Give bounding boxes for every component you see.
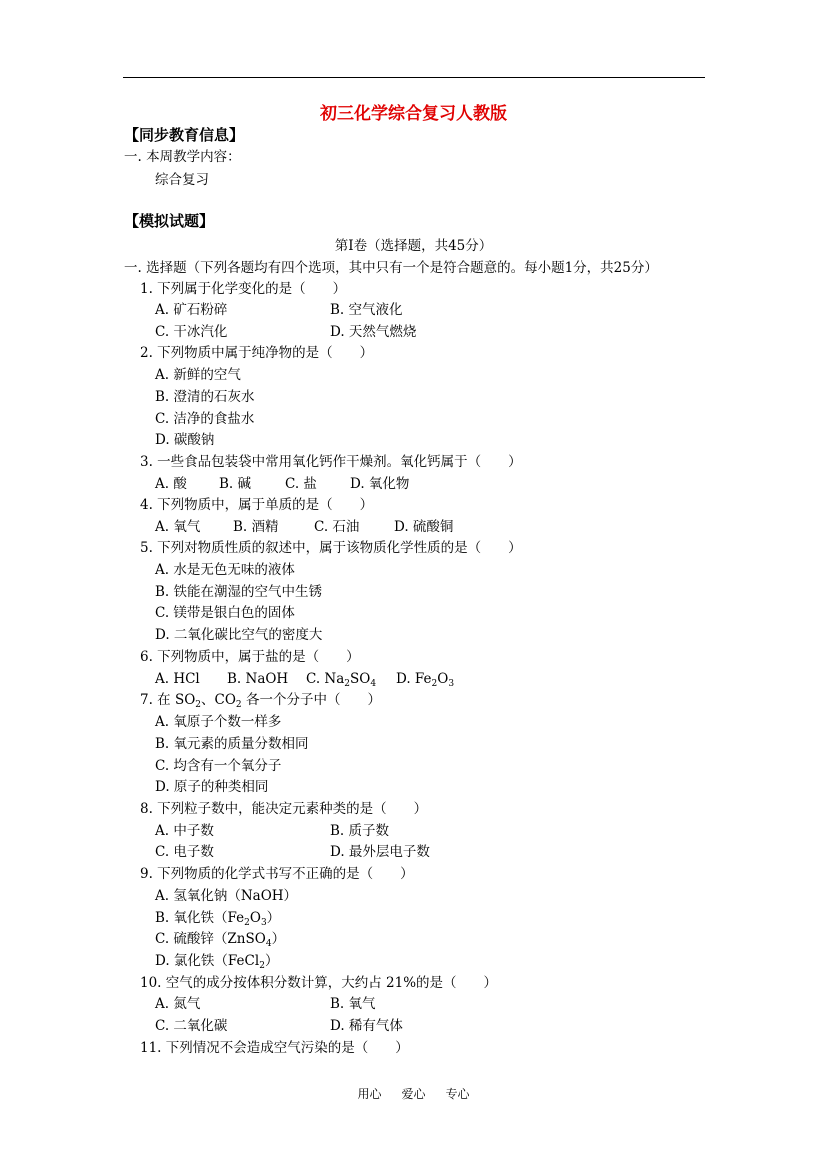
question-7-option-a: A. 氧原子个数一样多 [155,714,282,730]
question-10-option-b: B. 氧气 [330,996,376,1012]
question-5-option-a: A. 水是无色无味的液体 [155,562,295,578]
question-1-option-b: B. 空气液化 [330,302,403,318]
question-2-stem: 2. 下列物质中属于纯净物的是（ ） [140,345,374,361]
question-11-stem: 11. 下列情况不会造成空气污染的是（ ） [140,1040,409,1056]
page-footer [0,1084,827,1106]
question-5-option-d: D. 二氧化碳比空气的密度大 [155,627,323,643]
question-4-option-c: C. 石油 [314,519,360,535]
question-9-option-a: A. 氢氧化钠（NaOH） [155,888,298,904]
question-4-option-d: D. 硫酸铜 [394,519,454,535]
question-6-options [155,669,454,691]
question-8-option-a: A. 中子数 [155,823,214,839]
header-rule [123,77,705,78]
question-6-option-c: C. $Na_2SO_4$ [306,671,377,689]
question-5-stem: 5. 下列对物质性质的叙述中，属于该物质化学性质的是（ ） [140,540,522,556]
question-9-option-d: D. 氯化铁（FeCl$_2$） [155,953,279,971]
question-6-option-d: D. $Fe_2O_3$ [396,671,455,689]
question-9-option-c: C. 硫酸锌（ZnSO$_4$） [155,931,286,949]
question-3-option-b: B. 碱 [219,476,252,492]
question-3-options [155,474,409,496]
question-1-option-a: A. 矿石粉碎 [155,302,228,318]
question-1-stem: 1. 下列属于化学变化的是（ ） [140,281,347,297]
page-title: 初三化学综合复习人教版 [320,104,507,124]
question-1-option-d: D. 天然气燃烧 [330,324,417,340]
question-7-option-b: B. 氧元素的质量分数相同 [155,736,309,752]
question-8-option-d: D. 最外层电子数 [330,844,430,860]
question-3-option-c: C. 盐 [285,476,317,492]
question-10-option-c: C. 二氧化碳 [155,1018,228,1034]
question-8-option-c: C. 电子数 [155,844,214,860]
footer-word-2: 爱心 [401,1087,426,1101]
info-item-value: 综合复习 [155,172,209,188]
footer-word-1: 用心 [357,1087,382,1101]
question-6-option-b: B. NaOH [227,671,289,687]
question-9-stem: 9. 下列物质的化学式书写不正确的是（ ） [140,866,414,882]
question-3-option-d: D. 氧化物 [350,476,410,492]
question-8-option-b: B. 质子数 [330,823,390,839]
question-2-option-a: A. 新鲜的空气 [155,367,241,383]
question-2-option-b: B. 澄清的石灰水 [155,389,255,405]
question-7-stem: 7. 在 $SO_2$、$CO_2$ 各一个分子中（ ） [140,692,381,710]
question-4-options [155,517,453,539]
question-1-option-c: C. 干冰汽化 [155,324,228,340]
question-2-option-c: C. 洁净的食盐水 [155,411,255,427]
question-4-option-a: A. 氧气 [155,519,201,535]
part-title: 第Ⅰ卷（选择题，共45分） [334,238,493,254]
footer-word-3: 专心 [445,1087,470,1101]
question-7-option-d: D. 原子的种类相同 [155,779,269,795]
info-item-label: 一. 本周教学内容： [124,149,241,165]
question-9-option-b: B. 氧化铁$(Fe_2O_3)$ [155,910,281,928]
question-10-option-d: D. 稀有气体 [330,1018,403,1034]
question-8-stem: 8. 下列粒子数中，能决定元素种类的是（ ） [140,801,428,817]
question-4-stem: 4. 下列物质中，属于单质的是（ ） [140,497,374,513]
question-3-stem: 3. 一些食品包装袋中常用氧化钙作干燥剂。氧化钙属于（ ） [140,454,522,470]
section-instruction: 一. 选择题（下列各题均有四个选项，其中只有一个是符合题意的。每小题1分，共25分） [124,260,658,276]
question-4-option-b: B. 酒精 [233,519,279,535]
question-6-option-a: A. HCl [155,671,200,687]
section-heading-info: 【同步教育信息】 [124,126,245,144]
section-heading-test: 【模拟试题】 [124,212,215,230]
question-7-option-c: C. 均含有一个氧分子 [155,758,282,774]
question-2-option-d: D. 碳酸钠 [155,432,215,448]
question-3-option-a: A. 酸 [155,476,187,492]
question-5-option-c: C. 镁带是银白色的固体 [155,605,295,621]
question-5-option-b: B. 铁能在潮湿的空气中生锈 [155,584,323,600]
question-10-option-a: A. 氮气 [155,996,201,1012]
question-10-stem: 10. 空气的成分按体积分数计算，大约占 21%的是（ ） [140,975,498,991]
question-6-stem: 6. 下列物质中，属于盐的是（ ） [140,649,360,665]
